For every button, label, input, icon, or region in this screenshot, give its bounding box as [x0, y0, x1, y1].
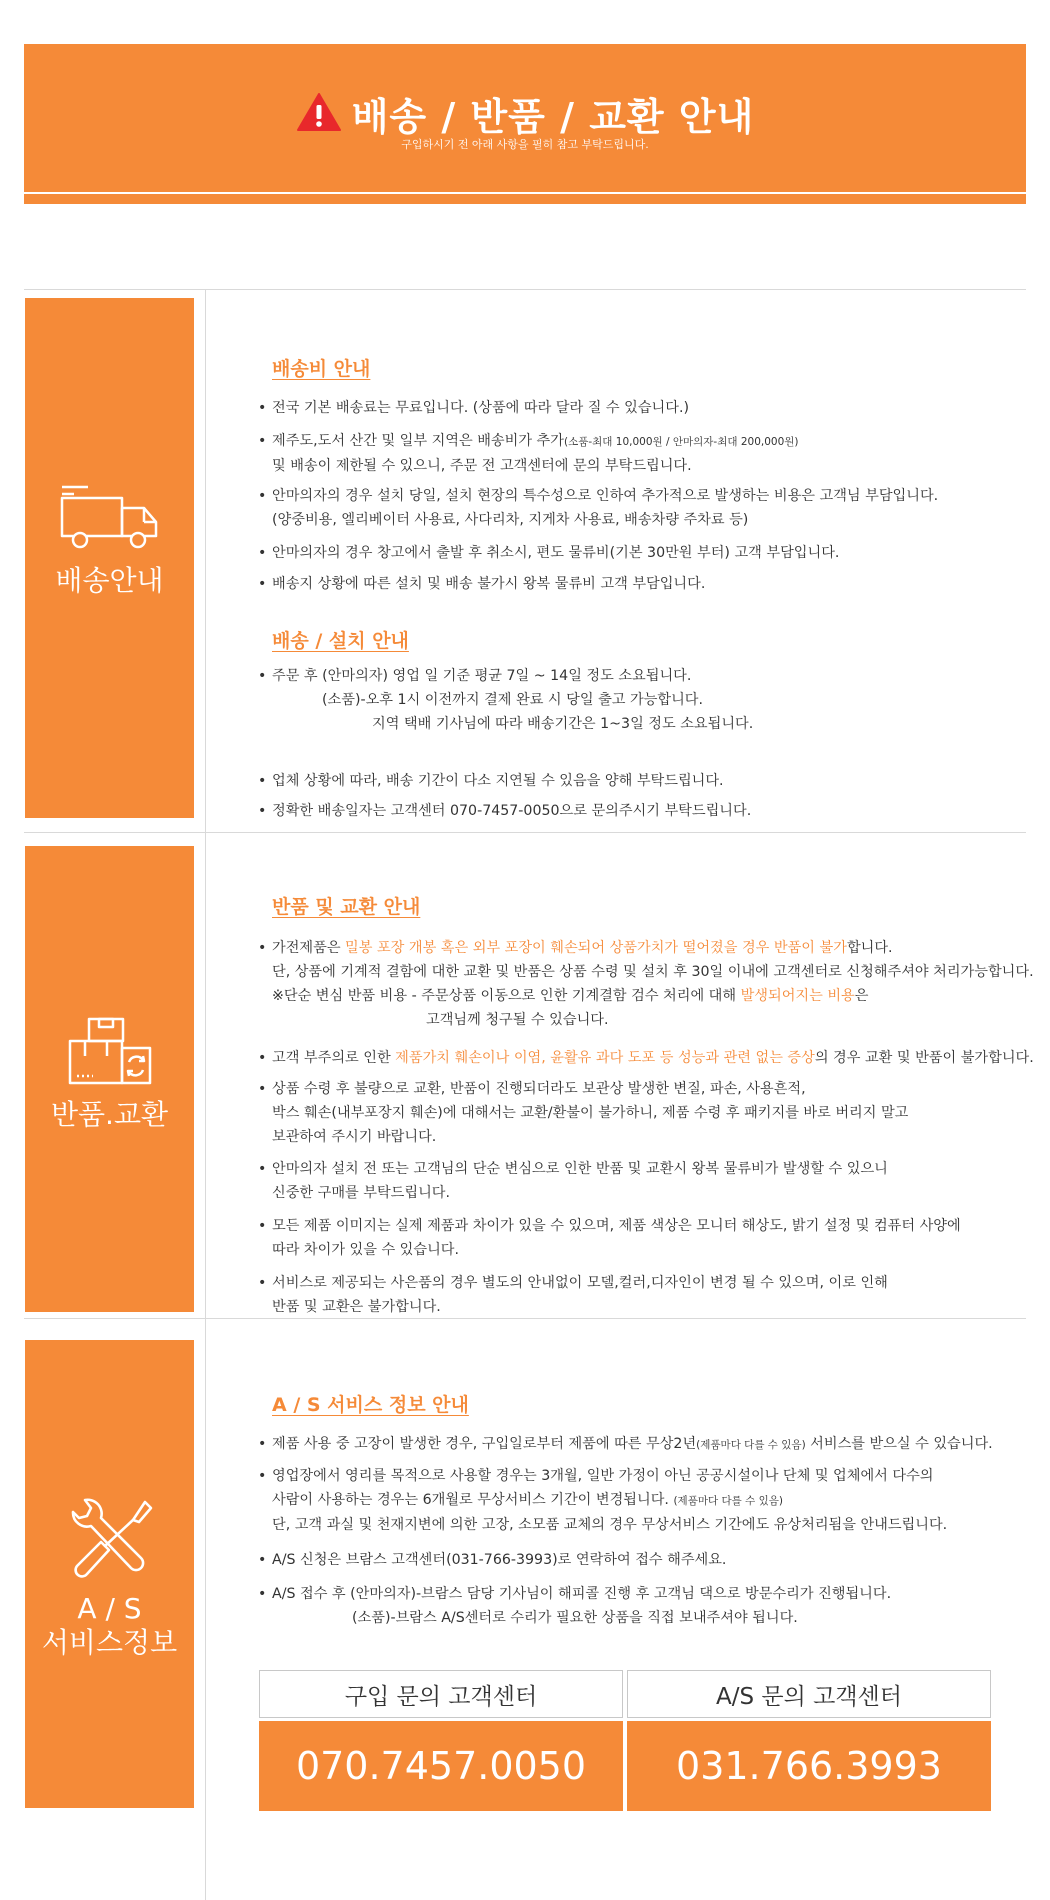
list-item: • A/S 신청은 브람스 고객센터(031-766-3993)로 연락하여 접수 해주세요.: [258, 1552, 727, 1568]
tools-icon: [25, 1496, 194, 1582]
header-title-row: [24, 86, 1026, 141]
service-side-panel: [25, 1340, 194, 1808]
delivery-fee-title: 배송비 안내: [272, 358, 371, 380]
section-top-divider: [24, 289, 1026, 290]
service-title: A / S 서비스 정보 안내: [272, 1394, 469, 1416]
page-subtitle: 구입하시기 전 아래 사항을 필히 참고 부탁드립니다.: [401, 138, 649, 151]
warning-icon: [296, 92, 342, 136]
list-item: • 제주도,도서 산간 및 일부 지역은 배송비가 추가(소품-최대 10,000원 / 안마의자-최대 200,000원) 및 배송이 제한될 수 있으니, 주문 전 고객센터에 문의 부탁드립니다.: [258, 433, 799, 474]
section-divider: [24, 832, 1026, 833]
list-item: • 주문 후 (안마의자) 영업 일 기준 평균 7일 ~ 14일 정도 소요됩니다. (소품)-오후 1시 이전까지 결제 완료 시 당일 출고 가능합니다. 지역 택배 기사님에 따라 배송기간은 1~3일 정도 소요됩니다.: [258, 668, 754, 732]
list-item: • 정확한 배송일자는 고객센터 070-7457-0050으로 문의주시기 부탁드립니다.: [258, 803, 752, 819]
list-item: • 전국 기본 배송료는 무료입니다. (상품에 따라 달라 질 수 있습니다.): [258, 400, 690, 416]
returns-label: 반품.교환: [50, 1098, 169, 1131]
list-item: • 제품 사용 중 고장이 발생한 경우, 구입일로부터 제품에 따른 무상2년(제품마다 다를 수 있음) 서비스를 받으실 수 있습니다.: [258, 1436, 993, 1452]
truck-icon: [25, 484, 194, 550]
list-item: • 상품 수령 후 불량으로 교환, 반품이 진행되더라도 보관상 발생한 변질, 파손, 사용흔적, 박스 훼손(내부포장지 훼손)에 대해서는 교환/환불이 불가하니, 제품 수령 후 패키지를 바로 버리지 말고 보관하여 주시기 바랍니다.: [258, 1081, 909, 1145]
list-item: • 영업장에서 영리를 목적으로 사용할 경우는 3개월, 일반 가정이 아닌 공공시설이나 단체 및 업체에서 다수의 사람이 사용하는 경우는 6개월로 무상서비스 기간이 변경됩니다. (제품마다 다를 수 있음) 단, 고객 과실 및 천재지변에 의한 고장, 소모품 교체의 경우 무상서비스 기간에도 유상처리됨을 안내드립니다.: [258, 1468, 948, 1533]
list-item: • 안마의자의 경우 설치 당일, 설치 현장의 특수성으로 인하여 추가적으로 발생하는 비용은 고객님 부담입니다. (양중비용, 엘리베이터 사용료, 사다리차, 지게차 사용료, 배송차량 주차료 등): [258, 488, 939, 528]
list-item: • 모든 제품 이미지는 실제 제품과 차이가 있을 수 있으며, 제품 색상은 모니터 해상도, 밝기 설정 및 컴퓨터 사양에 따라 차이가 있을 수 있습니다.: [258, 1218, 961, 1258]
contact-boxes: [259, 1670, 991, 1810]
purchase-contact-title: 구입 문의 고객센터: [259, 1670, 623, 1718]
box-return-icon: [25, 1016, 194, 1088]
list-item: • 배송지 상황에 따른 설치 및 배송 불가시 왕복 물류비 고객 부담입니다.: [258, 576, 706, 592]
list-item: • 업체 상황에 따라, 배송 기간이 다소 지연될 수 있음을 양해 부탁드립니다.: [258, 773, 724, 789]
column-divider: [205, 290, 206, 1900]
list-item: • 안마의자의 경우 창고에서 출발 후 취소시, 편도 물류비(기본 30만원 부터) 고객 부담입니다.: [258, 545, 840, 561]
delivery-label: 배송안내: [55, 564, 164, 597]
list-item: • 가전제품은 밀봉 포장 개봉 혹은 외부 포장이 훼손되어 상품가치가 떨어졌을 경우 반품이 불가합니다. 단, 상품에 기계적 결함에 대한 교환 및 반품은 상품 수령 및 설치 후 30일 이내에 고객센터로 신청해주셔야 처리가능합니다. ※단순 변심 반품 비용 - 주문상품 이동으로 인한 기계결함 검수 처리에 대해 발생되어지는 비용은 고객님께 청구될 수 있습니다.: [258, 940, 1034, 1028]
delivery-side-panel: [25, 298, 194, 818]
returns-side-panel: [25, 846, 194, 1312]
header-banner: [24, 44, 1026, 204]
as-contact-number[interactable]: 031.766.3993: [627, 1721, 991, 1811]
page-title: 배송 / 반품 / 교환 안내: [351, 95, 755, 139]
delivery-install-title: 배송 / 설치 안내: [272, 630, 409, 652]
header-divider: [24, 192, 1026, 194]
purchase-contact-number[interactable]: 070.7457.0050: [259, 1721, 623, 1811]
list-item: • 고객 부주의로 인한 제품가치 훼손이나 이염, 윤활유 과다 도포 등 성능과 관련 없는 증상의 경우 교환 및 반품이 불가합니다.: [258, 1050, 1034, 1066]
list-item: • 서비스로 제공되는 사은품의 경우 별도의 안내없이 모델,컬러,디자인이 변경 될 수 있으며, 이로 인해 반품 및 교환은 불가합니다.: [258, 1275, 888, 1315]
returns-title: 반품 및 교환 안내: [272, 896, 421, 918]
service-label: A / S 서비스정보: [41, 1592, 178, 1659]
list-item: • 안마의자 설치 전 또는 고객님의 단순 변심으로 인한 반품 및 교환시 왕복 물류비가 발생할 수 있으니 신중한 구매를 부탁드립니다.: [258, 1161, 888, 1201]
as-contact-title: A/S 문의 고객센터: [627, 1670, 991, 1718]
list-item: • A/S 접수 후 (안마의자)-브람스 담당 기사님이 해피콜 진행 후 고객님 댁으로 방문수리가 진행됩니다. (소품)-브람스 A/S센터로 수리가 필요한 상품을 직접 보내주셔야 됩니다.: [258, 1586, 892, 1626]
